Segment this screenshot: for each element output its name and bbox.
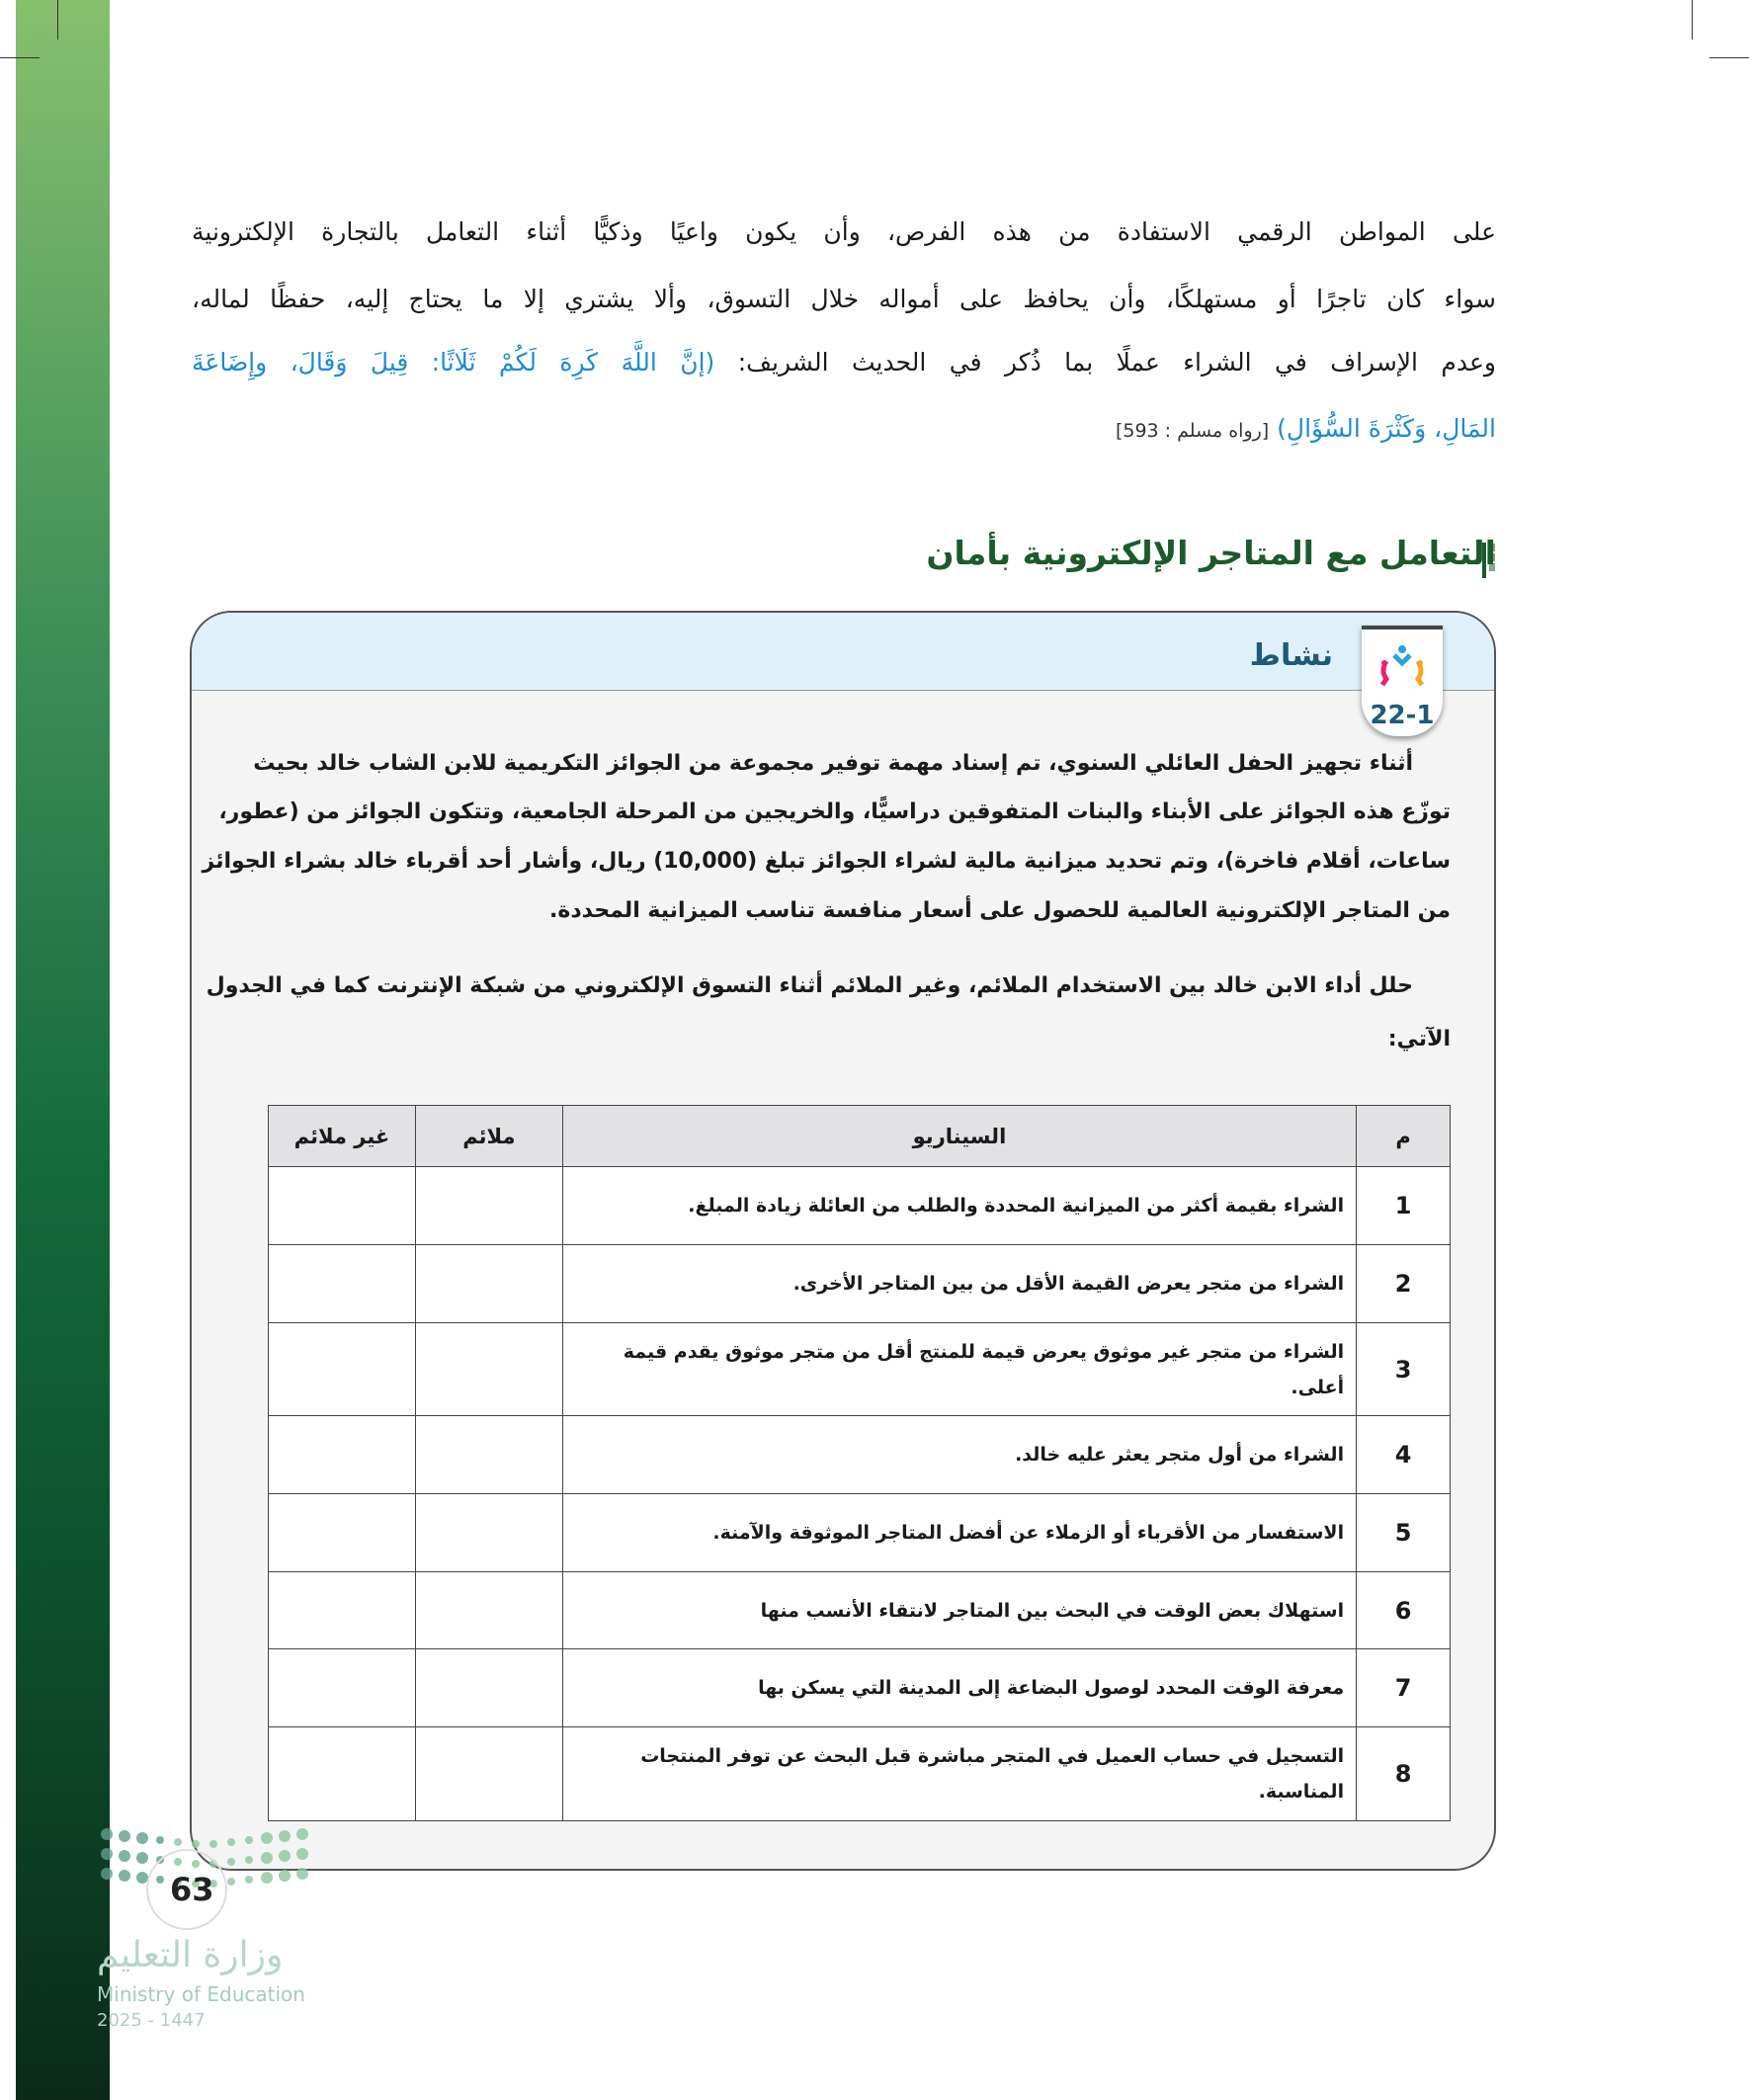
activity-para-line: توزّع هذه الجوائز على الأبناء والبنات المتفوقين دراسيًّا، والخريجين من المرحلة الجامعية، وتتكون الجوائز من (عطور،: [218, 799, 1451, 824]
table-row: [269, 1649, 1451, 1727]
logo-dot: [119, 1830, 130, 1842]
logo-dot: [296, 1828, 308, 1840]
ministry-logo-english: Ministry of Education: [97, 1982, 305, 2006]
table-row: [269, 1572, 1451, 1649]
activity-title: نشاط: [1249, 638, 1333, 673]
logo-dot: [296, 1868, 308, 1880]
appropriate-cell[interactable]: [415, 1416, 562, 1494]
activity-badge: [1362, 626, 1443, 736]
people-icon: [1373, 641, 1432, 689]
inappropriate-cell[interactable]: [269, 1245, 416, 1323]
row-number: 6: [1357, 1572, 1451, 1649]
logo-dot: [174, 1838, 182, 1846]
logo-dot: [156, 1836, 164, 1844]
row-number: 3: [1357, 1323, 1451, 1416]
intro-line-1: على المواطن الرقمي الاستفادة من هذه الفرص، وأن يكون واعيًا وذكيًّا أثناء التعامل بالتجارة الإلكترونية: [192, 217, 1496, 246]
logo-dot: [119, 1870, 130, 1882]
logo-dot: [227, 1878, 235, 1886]
logo-dot: [136, 1852, 148, 1864]
inappropriate-cell[interactable]: [269, 1494, 416, 1572]
activity-task-line: حلل أداء الابن خالد بين الاستخدام الملائم، وغير الملائم أثناء التسوق الإلكتروني من شبكة الإنترنت كما في الجدول: [206, 973, 1413, 998]
decorative-side-strip: [16, 0, 110, 2100]
appropriate-cell[interactable]: [415, 1494, 562, 1572]
logo-dot: [227, 1838, 235, 1846]
row-number: 1: [1357, 1167, 1451, 1245]
intro-line-2: سواء كان تاجرًا أو مستهلكًا، وأن يحافظ على أمواله خلال التسوق، وألا يشتري إلا ما يحتاج إليه، حفظًا لماله،: [192, 285, 1496, 313]
row-scenario: الشراء بقيمة أكثر من الميزانية المحددة والطلب من العائلة زيادة المبلغ.: [562, 1167, 1356, 1245]
row-number: 7: [1357, 1649, 1451, 1727]
activity-task-line: الآتي:: [1387, 1027, 1451, 1051]
logo-dot: [101, 1848, 113, 1860]
inappropriate-cell[interactable]: [269, 1167, 416, 1245]
row-scenario: الشراء من أول متجر يعثر عليه خالد.: [562, 1416, 1356, 1494]
appropriate-cell[interactable]: [415, 1572, 562, 1649]
row-scenario: الشراء من متجر غير موثوق يعرض قيمة للمنتج أقل من متجر موثوق يقدم قيمة أعلى.: [562, 1323, 1356, 1416]
logo-dot: [136, 1832, 148, 1844]
appropriate-cell[interactable]: [415, 1245, 562, 1323]
page-number: 63: [170, 1871, 214, 1908]
activity-header: [192, 613, 1494, 691]
activity-para-line: أثناء تجهيز الحفل العائلي السنوي، تم إسناد مهمة توفير مجموعة من الجوائز التكريمية للابن الشاب خالد بحيث: [253, 751, 1413, 776]
inappropriate-cell[interactable]: [269, 1649, 416, 1727]
row-scenario: التسجيل في حساب العميل في المتجر مباشرة قبل البحث عن توفر المنتجات المناسبة.: [562, 1727, 1356, 1821]
ministry-year: 2025 - 1447: [97, 2010, 206, 2031]
table-row: [269, 1167, 1451, 1245]
crop-mark: [57, 0, 58, 40]
row-scenario: استهلاك بعض الوقت في البحث بين المتاجر لانتقاء الأنسب منها: [562, 1572, 1356, 1649]
logo-dot: [192, 1840, 200, 1848]
intro-line-3: [192, 348, 1496, 377]
logo-dot: [296, 1848, 308, 1860]
header-appropriate: ملائم: [415, 1106, 562, 1167]
header-scenario: السيناريو: [562, 1106, 1356, 1167]
logo-dot: [261, 1872, 273, 1884]
row-number: 8: [1357, 1727, 1451, 1821]
intro-line-4: [1116, 414, 1496, 443]
logo-dot: [261, 1832, 273, 1844]
inappropriate-cell[interactable]: [269, 1727, 416, 1821]
table-row: [269, 1727, 1451, 1821]
logo-dot: [261, 1852, 273, 1864]
header-inappropriate: غير ملائم: [269, 1106, 416, 1167]
row-number: 4: [1357, 1416, 1451, 1494]
intro-text: وعدم الإسراف في الشراء عملًا بما ذُكر في الحديث الشريف:: [714, 348, 1496, 377]
logo-dot: [245, 1856, 253, 1864]
crop-mark: [1709, 57, 1749, 58]
appropriate-cell[interactable]: [415, 1727, 562, 1821]
table-row: [269, 1245, 1451, 1323]
hadith-text: المَالِ، وَكَثْرَةَ السُّؤَالِ): [1277, 414, 1496, 443]
logo-dot: [279, 1870, 291, 1882]
inappropriate-cell[interactable]: [269, 1416, 416, 1494]
row-scenario: الشراء من متجر يعرض القيمة الأقل من بين المتاجر الأخرى.: [562, 1245, 1356, 1323]
row-number: 2: [1357, 1245, 1451, 1323]
hadith-text: (إنَّ اللَّهَ كَرِهَ لَكُمْ ثَلَاثًا: قِيلَ وَقَالَ، وإِضَاعَةَ: [192, 348, 715, 377]
appropriate-cell[interactable]: [415, 1323, 562, 1416]
table-row: [269, 1416, 1451, 1494]
crop-mark: [0, 57, 40, 58]
logo-dot: [245, 1836, 253, 1844]
row-scenario: معرفة الوقت المحدد لوصول البضاعة إلى المدينة التي يسكن بها: [562, 1649, 1356, 1727]
logo-dot: [245, 1876, 253, 1884]
table-row: [269, 1494, 1451, 1572]
row-number: 5: [1357, 1494, 1451, 1572]
logo-dot: [227, 1858, 235, 1866]
header-number: م: [1357, 1106, 1451, 1167]
section-title: التعامل مع المتاجر الإلكترونية بأمان: [926, 534, 1496, 572]
logo-dot: [279, 1830, 291, 1842]
appropriate-cell[interactable]: [415, 1649, 562, 1727]
logo-dot: [101, 1868, 113, 1880]
activity-para-line: ساعات، أقلام فاخرة)، وتم تحديد ميزانية مالية لشراء الجوائز تبلغ (10,000) ريال، وأشار أحد أقرباء خالد بشراء الجوائز: [202, 849, 1451, 874]
appropriate-cell[interactable]: [415, 1167, 562, 1245]
scenario-table: [268, 1105, 1451, 1821]
crop-mark: [1692, 0, 1693, 40]
logo-dot: [209, 1840, 217, 1848]
logo-dot: [279, 1850, 291, 1862]
table-row: [269, 1323, 1451, 1416]
ministry-logo-arabic: وزارة التعليم: [97, 1935, 284, 1975]
logo-dot: [101, 1828, 113, 1840]
inappropriate-cell[interactable]: [269, 1572, 416, 1649]
activity-para-line: من المتاجر الإلكترونية العالمية للحصول على أسعار منافسة تناسب الميزانية المحددة.: [548, 898, 1451, 923]
hadith-reference: [رواه مسلم : 593]: [1115, 420, 1270, 442]
activity-number: 22-1: [1370, 701, 1435, 730]
logo-dot: [119, 1850, 130, 1862]
row-scenario: الاستفسار من الأقرباء أو الزملاء عن أفضل المتاجر الموثوقة والآمنة.: [562, 1494, 1356, 1572]
inappropriate-cell[interactable]: [269, 1323, 416, 1416]
